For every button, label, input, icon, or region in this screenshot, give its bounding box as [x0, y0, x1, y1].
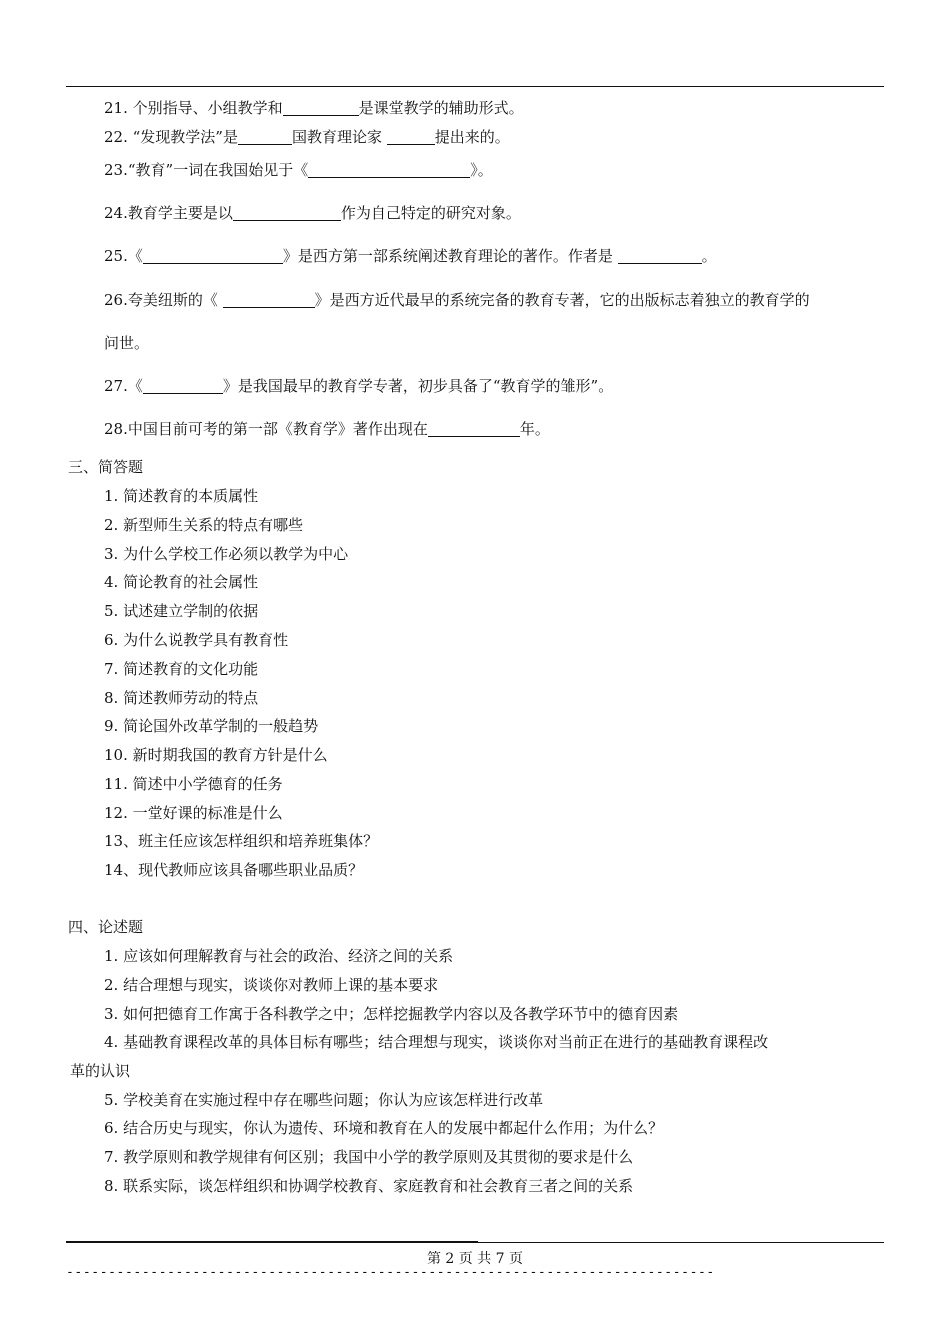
q22-blank-2 [387, 129, 435, 145]
q23-text-after: 》。 [470, 161, 493, 179]
short-answer-item: 8. 简述教师劳动的特点 [104, 689, 259, 707]
q24-text-after: 作为自己特定的研究对象。 [340, 204, 521, 222]
q26-text-after: 》是西方近代最早的系统完备的教育专著，它的出版标志着独立的教育学的 [314, 291, 810, 309]
essay-item: 8. 联系实际，谈怎样组织和协调学校教育、家庭教育和社会教育三者之间的关系 [104, 1177, 634, 1195]
question-23 [104, 160, 493, 180]
short-answer-item: 4. 简论教育的社会属性 [104, 573, 259, 591]
short-answer-item: 2. 新型师生关系的特点有哪些 [104, 516, 304, 534]
short-answer-item: 6. 为什么说教学具有教育性 [104, 631, 289, 649]
q23-blank [308, 162, 470, 178]
q28-text-before: 28.中国目前可考的第一部《教育学》著作出现在 [104, 420, 428, 438]
question-24 [104, 203, 521, 223]
q27-blank [143, 378, 223, 394]
short-answer-item: 10. 新时期我国的教育方针是什么 [104, 746, 328, 764]
short-answer-item: 13、班主任应该怎样组织和培养班集体？ [104, 832, 379, 850]
q22-text-after: 提出来的。 [434, 128, 510, 146]
short-answer-item: 11. 简述中小学德育的任务 [104, 775, 283, 793]
q26-blank [223, 292, 315, 308]
short-answer-item: 14、现代教师应该具备哪些职业品质？ [104, 861, 364, 879]
header-rule [66, 86, 884, 87]
q25-text-mid: 》是西方第一部系统阐述教育理论的著作。作者是 [282, 247, 618, 265]
short-answer-item: 1. 简述教育的本质属性 [104, 487, 259, 505]
q25-blank-2 [618, 248, 702, 264]
question-22 [104, 127, 510, 147]
q25-blank-1 [143, 248, 283, 264]
short-answer-item: 3. 为什么学校工作必须以教学为中心 [104, 545, 349, 563]
footer-rule-thin [478, 1242, 884, 1243]
essay-item: 1. 应该如何理解教育与社会的政治、经济之间的关系 [104, 947, 454, 965]
question-26-continuation: 问世。 [104, 334, 150, 352]
page-number: 第 2 页 共 7 页 [426, 1251, 524, 1267]
question-21 [104, 98, 524, 118]
footer-dashed-line: ----------------------------------------------------------------------------- [66, 1265, 715, 1280]
question-26 [104, 290, 810, 310]
footer-rule [66, 1241, 478, 1243]
q22-text-mid: 国教育理论家 [291, 128, 387, 146]
q21-text-after: 是课堂教学的辅助形式。 [358, 99, 524, 117]
q22-blank-1 [238, 129, 292, 145]
question-27 [104, 376, 613, 396]
q25-text-before: 25.《 [104, 247, 143, 265]
q27-text-before: 27.《 [104, 377, 143, 395]
question-25 [104, 246, 717, 266]
q21-text-before: 21. 个别指导、小组教学和 [104, 99, 283, 117]
short-answer-item: 5. 试述建立学制的依据 [104, 602, 259, 620]
q26-text-before: 26.夸美纽斯的《 [104, 291, 223, 309]
essay-item: 3. 如何把德育工作寓于各科教学之中；怎样挖掘教学内容以及各教学环节中的德育因素 [104, 1005, 679, 1023]
short-answer-item: 7. 简述教育的文化功能 [104, 660, 259, 678]
q22-text-before: 22. “发现教学法”是 [104, 128, 238, 146]
short-answer-item: 12. 一堂好课的标准是什么 [104, 804, 283, 822]
essay-item: 4. 基础教育课程改革的具体目标有哪些；结合理想与现实，谈谈你对当前正在进行的基础教育课程改 [104, 1033, 769, 1051]
q24-blank [233, 205, 341, 221]
short-answer-item: 9. 简论国外改革学制的一般趋势 [104, 717, 319, 735]
section-title-short-answer: 三、简答题 [68, 458, 144, 476]
q23-text-before: 23.“教育”一词在我国始见于《 [104, 161, 309, 179]
q28-blank [428, 421, 520, 437]
essay-item: 7. 教学原则和教学规律有何区别；我国中小学的教学原则及其贯彻的要求是什么 [104, 1148, 634, 1166]
q27-text-after: 》是我国最早的教育学专著，初步具备了“教育学的雏形”。 [222, 377, 614, 395]
q25-text-after: 。 [701, 247, 717, 265]
q24-text-before: 24.教育学主要是以 [104, 204, 233, 222]
essay-item: 5. 学校美育在实施过程中存在哪些问题；你认为应该怎样进行改革 [104, 1091, 544, 1109]
question-28 [104, 419, 550, 439]
section-title-essay: 四、论述题 [68, 918, 144, 936]
q28-text-after: 年。 [519, 420, 550, 438]
essay-item: 2. 结合理想与现实，谈谈你对教师上课的基本要求 [104, 976, 439, 994]
essay-item: 6. 结合历史与现实，你认为遗传、环境和教育在人的发展中都起什么作用；为什么？ [104, 1119, 664, 1137]
essay-item-continuation: 革的认识 [70, 1062, 131, 1080]
q21-blank [283, 100, 359, 116]
